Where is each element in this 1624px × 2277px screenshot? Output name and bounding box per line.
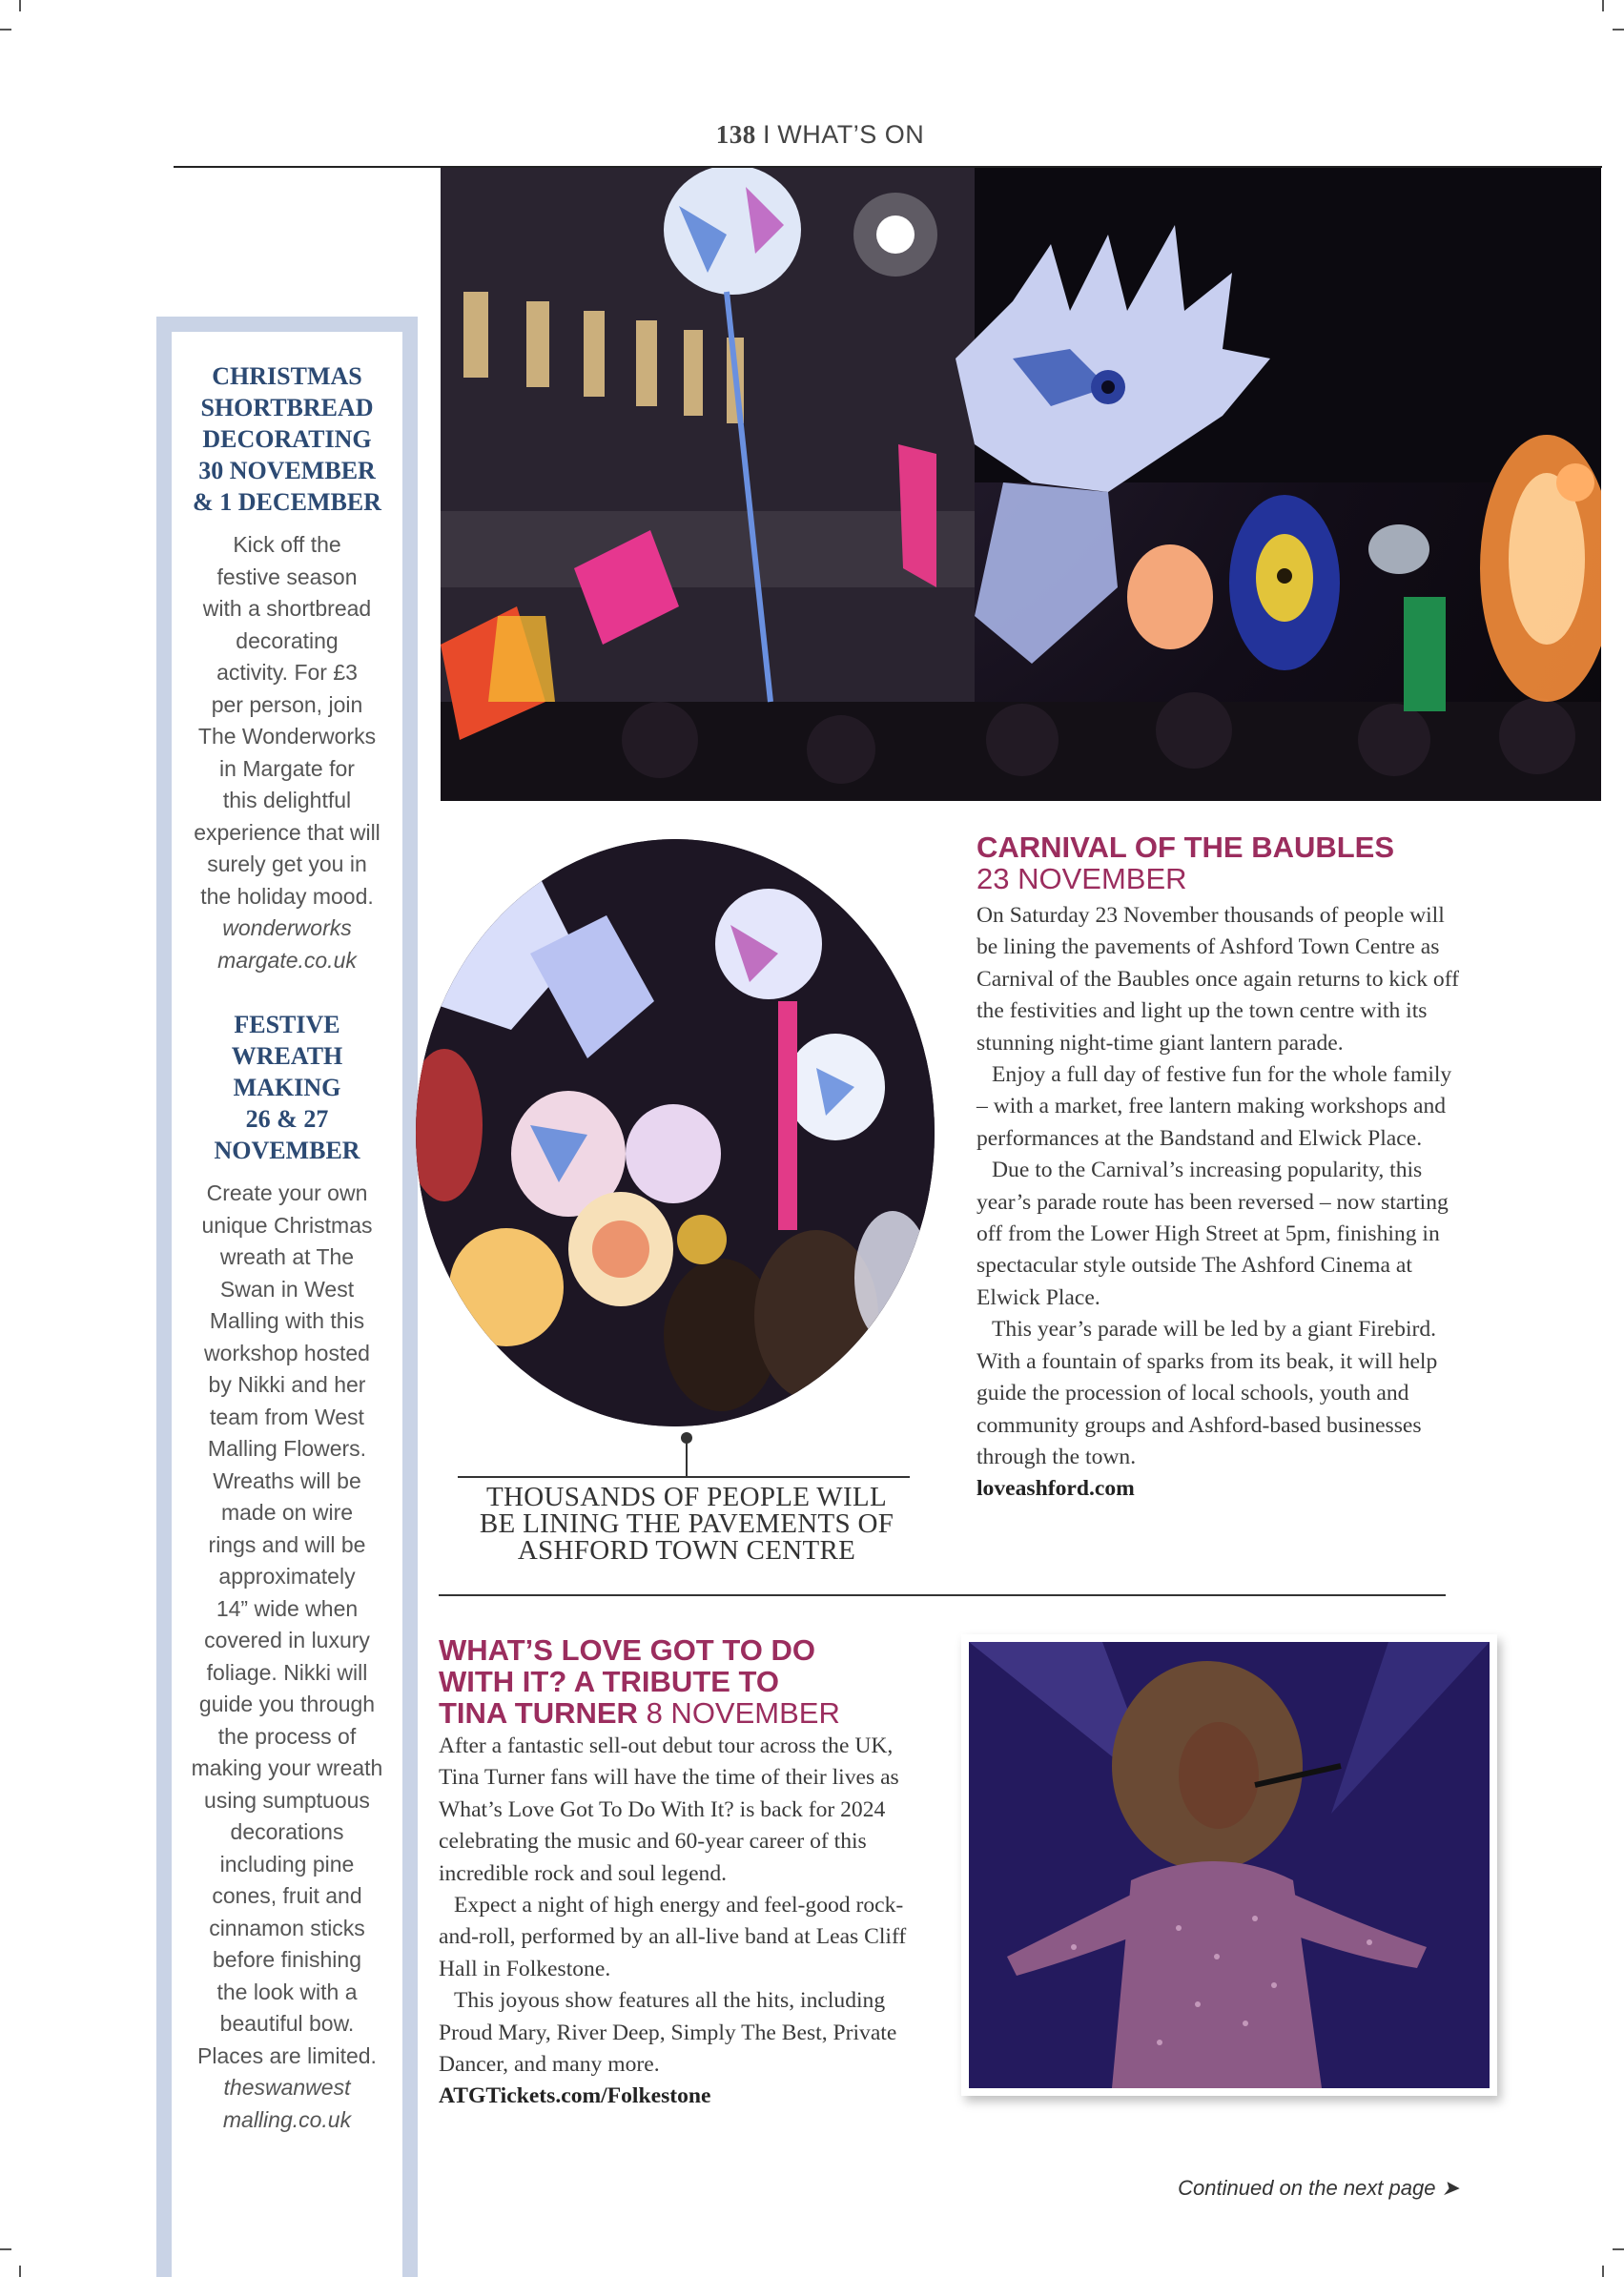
article-paragraph: This year’s parade will be led by a giant Firebird. With a fountain of sparks from its beak, it will help guide the procession of local schools, youth and community groups and Ashford-based businesses through the town. [976,1317,1438,1469]
sidebar-event-title [177,360,397,518]
sidebar-body-line: foliage. Nikki will [206,1659,368,1685]
sidebar-body-line: this delightful [222,788,352,812]
photo-caption [448,1484,925,1564]
sidebar-body-line: activity. For £3 [216,660,358,685]
sidebar-body-line: with a shortbread [202,596,372,621]
sidebar-body-line: made on wire [220,1500,354,1525]
sidebar-content [172,332,402,2136]
sidebar-body-line: decorating [236,627,339,653]
sidebar-body-line: cinnamon sticks [209,1915,365,1940]
section-divider [439,1594,1446,1596]
article-link[interactable]: loveashford.com [976,1476,1135,1502]
sidebar-body-line: rings and will be [208,1531,366,1557]
sidebar-body-line: Wreaths will be [213,1467,361,1493]
sidebar-body-line: including pine [219,1851,355,1877]
article-title-text: CARNIVAL OF THE BAUBLES [976,831,1395,864]
sidebar-body-line: the process of [217,1723,357,1749]
sidebar-event-title [177,1009,397,1166]
caption-rule [458,1476,910,1478]
article-date: 23 NOVEMBER [976,862,1187,895]
sidebar-title-line: MAKING [233,1074,341,1101]
sidebar-body-line: the holiday mood. [200,883,374,909]
sidebar-body-line: beautiful bow. [219,2011,355,2036]
caption-pointer [686,1438,688,1476]
sidebar-body-line: team from West [210,1404,364,1429]
article-title [976,831,1463,894]
caption-line: BE LINING THE PAVEMENTS OF [479,1508,894,1539]
lantern-parade-photo [441,168,1601,801]
sidebar-body-line: Malling Flowers. [207,1436,367,1461]
sidebar-title-line: & 1 DECEMBER [193,488,381,516]
sidebar-body-line: Create your own [206,1180,368,1205]
article-body [439,1731,935,2113]
sidebar-body-line: surely get you in [207,851,367,876]
sidebar-body-line: Places are limited. [197,2042,377,2068]
sidebar [156,317,418,2277]
sidebar-body-line: unique Christmas [201,1212,373,1238]
crop-mark [0,2248,11,2250]
sidebar-event-link[interactable]: malling.co.uk [222,2106,352,2132]
sidebar-body-line: making your wreath [191,1755,383,1780]
article-title-line: WITH IT? A TRIBUTE TO [439,1665,780,1698]
lantern-crowd-photo [416,839,935,1426]
sidebar-event-link[interactable]: margate.co.uk [217,947,357,973]
article-date: 8 NOVEMBER [646,1696,840,1730]
header-separator: I [762,120,771,149]
sidebar-title-line: SHORTBREAD [200,394,374,421]
sidebar-event-link[interactable]: wonderworks [222,915,352,940]
lantern-parade-illustration [441,168,1601,801]
sidebar-title-line: 30 NOVEMBER [198,457,376,484]
article-link[interactable]: ATGTickets.com/Folkestone [439,2083,711,2109]
sidebar-body-line: The Wonderworks [197,724,377,749]
sidebar-body-line: using sumptuous [204,1787,370,1813]
article-title-line: TINA TURNER [439,1696,638,1730]
lantern-crowd-illustration [416,839,935,1426]
sidebar-body-line: before finishing [213,1947,361,1972]
carnival-article [976,831,1463,1506]
article-title-line: WHAT’S LOVE GOT TO DO [439,1633,815,1667]
sidebar-event-body [177,529,397,976]
page-header [668,120,973,150]
sidebar-body-line: Malling with this [209,1308,365,1333]
sidebar-body-line: wreath at The [219,1244,355,1269]
sidebar-body-line: guide you through [198,1692,376,1716]
page-number: 138 [715,120,756,149]
crop-mark [1602,2266,1604,2277]
article-body [976,900,1463,1506]
crop-mark [19,0,21,11]
crop-mark [1613,2248,1624,2250]
sidebar-body-line: experience that will [194,819,380,845]
performer-illustration [969,1642,1490,2088]
sidebar-event-link[interactable]: theswanwest [223,2075,351,2100]
sidebar-title-line: WREATH [231,1042,343,1070]
crop-mark [1613,29,1624,31]
sidebar-body-line: by Nikki and her [208,1372,366,1397]
article-paragraph: Due to the Carnival’s increasing popularity, this year’s parade route has been reversed – now starting off from the Lower High Street at 5pm, finishing in spectacular style outside The Ashford Cinema at Elwick Place. [976,1158,1449,1310]
sidebar-body-line: cones, fruit and [212,1883,362,1908]
sidebar-body-line: decorations [230,1819,344,1844]
sidebar-title-line: NOVEMBER [214,1137,360,1164]
sidebar-gap [177,976,397,1009]
sidebar-body-line: Swan in West [219,1276,355,1302]
sidebar-title-line: CHRISTMAS [212,362,362,390]
crop-mark [0,29,11,31]
tina-tribute-photo [961,1634,1497,2096]
sidebar-body-line: approximately [218,1564,356,1589]
article-paragraph: This joyous show features all the hits, including Proud Mary, River Deep, Simply The Best, Private Dancer, and many more. [439,1988,897,2078]
article-paragraph: Enjoy a full day of festive fun for the whole family – with a market, free lantern making workshops and performances at the Bandstand and Elwick Place. [976,1062,1452,1151]
sidebar-body-line: per person, join [211,691,363,717]
sidebar-body-line: Kick off the [233,532,341,557]
sidebar-body-line: festive season [216,564,358,589]
crop-mark [19,2266,21,2277]
sidebar-body-line: workshop hosted [204,1340,370,1365]
article-title [439,1634,935,1729]
caption-line: ASHFORD TOWN CENTRE [517,1535,856,1566]
sidebar-body-line: covered in luxury [204,1628,370,1652]
article-paragraph: Expect a night of high energy and feel-good rock-and-roll, performed by an all-live band at Leas Cliff Hall in Folkestone. [439,1893,907,1981]
sidebar-body-line: the look with a [216,1979,358,2004]
sidebar-title-line: DECORATING [202,425,372,453]
sidebar-title-line: FESTIVE [234,1011,340,1038]
section-name: WHAT’S ON [777,120,925,149]
sidebar-event-body [177,1178,397,2136]
sidebar-title-line: 26 & 27 [245,1105,329,1133]
article-paragraph: On Saturday 23 November thousands of people will be lining the pavements of Ashford Town Centre as Carnival of the Baubles once again returns to kick off the festivities and light up the town centre with its stunning night-time giant lantern parade. [976,903,1460,1056]
sidebar-body-line: in Margate for [219,755,355,781]
tina-article [439,1634,935,2113]
continued-note[interactable]: Continued on the next page ➤ [1178,2176,1459,2200]
sidebar-body-line: 14” wide when [216,1595,359,1621]
article-paragraph: After a fantastic sell-out debut tour across the UK, Tina Turner fans will have the time of their lives as What’s Love Got To Do With It? is back for 2024 celebrating the music and 60-year career of this incredible rock and soul legend. [439,1733,899,1886]
caption-line: THOUSANDS OF PEOPLE WILL [486,1482,887,1512]
crop-mark [1602,0,1604,11]
